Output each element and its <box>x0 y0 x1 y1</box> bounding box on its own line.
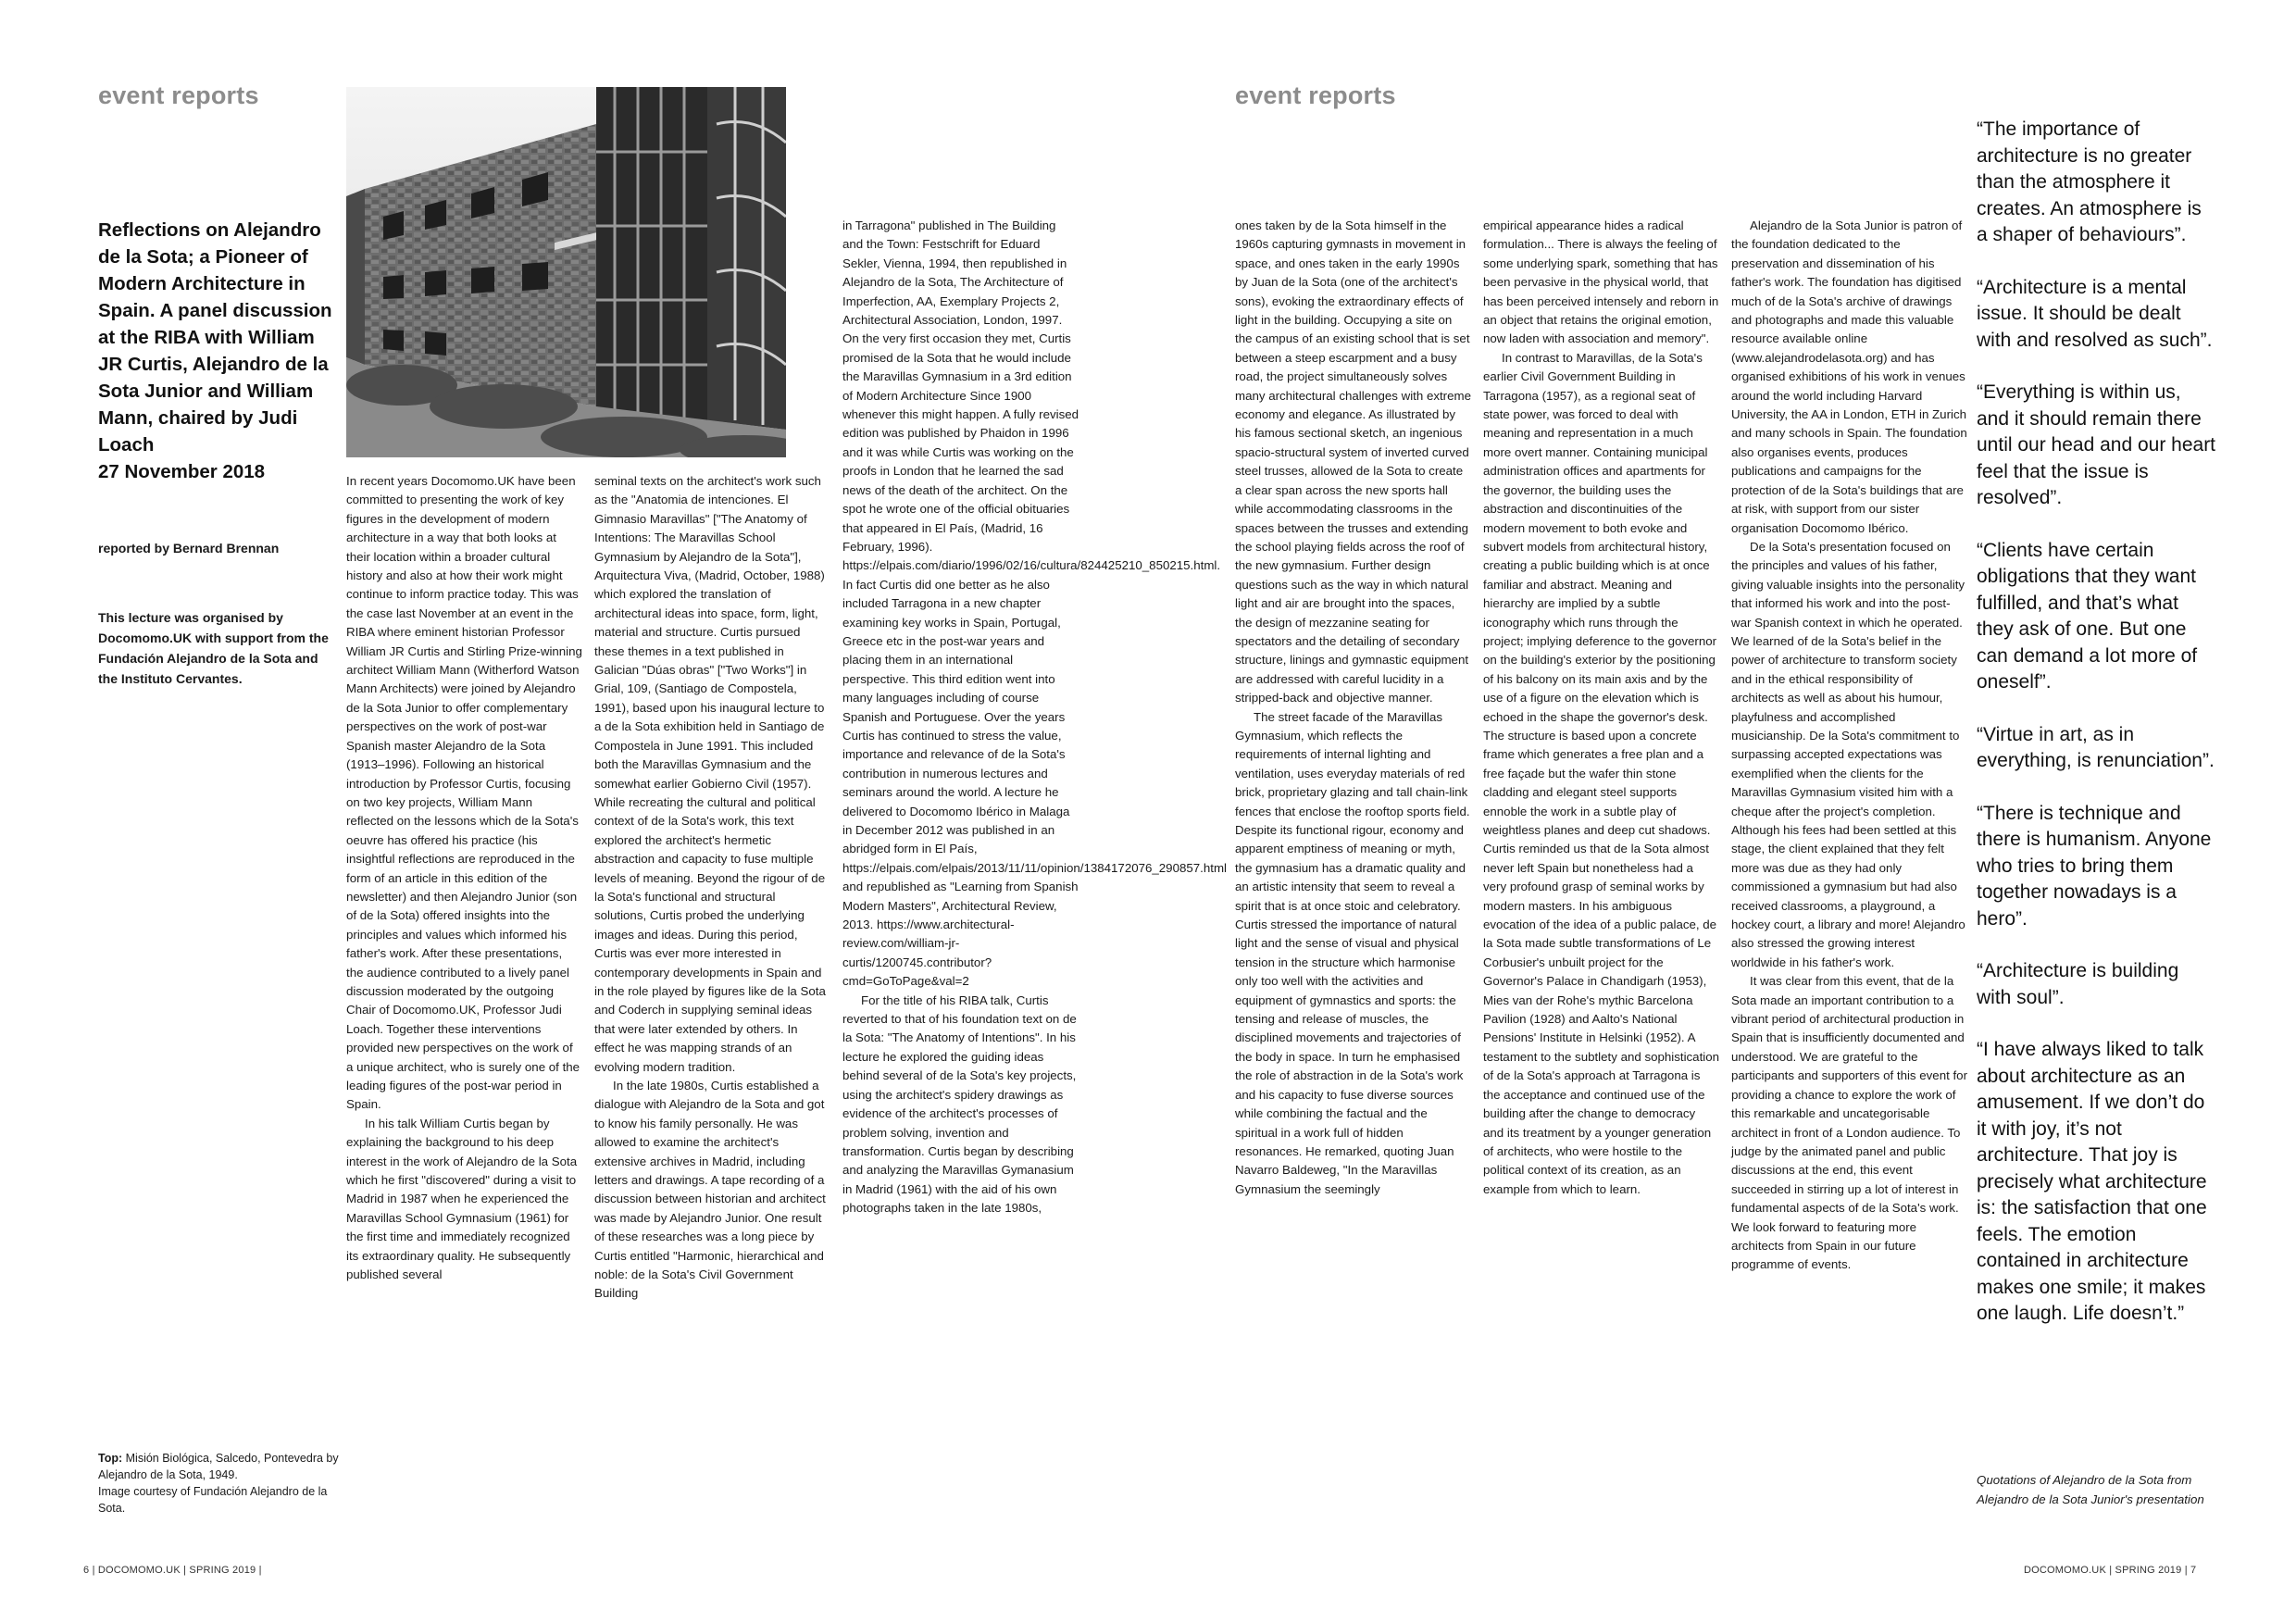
section-label-left: event reports <box>98 81 259 109</box>
caption-text: Misión Biológica, Salcedo, Pontevedra by Alejandro de la Sota, 1949. <box>98 1452 339 1481</box>
byline: reported by Bernard Brennan <box>98 541 280 556</box>
right-column-1 <box>1235 217 1471 1199</box>
quote: “Virtue in art, as in everything, is renunciation”. <box>1977 723 2215 771</box>
building-photo-graphic <box>346 87 786 457</box>
left-column-1 <box>346 472 582 1284</box>
paragraph: The street facade of the Maravillas Gymnasium, which reflects the requirements of internal lighting and ventilation, uses everyday materials of red brick, proprietary glazing and tall chain-link fences that enclose the rooftop sports field. Despite its functional rigour, economy and apparent emptiness of meaning or myth, the gymnasium has a dramatic quality and an artistic intensity that seem to reveal a spirit that is at once stoic and celebratory. Curtis stressed the importance of natural light and the sense of visual and physical tension in the structure which harmonise only too well with the activities and equipment of gymnastics and sports: the tensing and release of muscles, the disciplined movements and trajectories of the body in space. In turn he emphasised the role of abstraction in de la Sota's work and his capacity to fuse diverse sources while combining the factual and the spiritual in a work full of hidden resonances. He remarked, quoting Juan Navarro Baldeweg, "In the Maravillas Gymnasium the seemingly <box>1235 709 1470 1196</box>
paragraph: Alejandro de la Sota Junior is patron of the foundation dedicated to the preservation and dissemination of his father's work. The foundation has digitised much of de la Sota's archive of drawings and photographs and made this valuable resource available online (www.alejandrodelasota.org) and has organised exhibitions of his work in venues around the world including Harvard University, the AA in London, ETH in Zurich and many schools in Spain. The foundation also organises events, produces publications and campaigns for the protection of de la Sota's buildings that are at risk, with support from our sister organisation Docomomo Ibérico. <box>1731 218 1967 535</box>
quote: “The importance of architecture is no greater than the atmosphere it creates. An atmosphere is a shaper of behaviours”. <box>1977 119 2202 245</box>
photo-caption <box>98 1450 341 1517</box>
right-column-2 <box>1483 217 1719 1199</box>
footer-left: 6 | DOCOMOMO.UK | SPRING 2019 | <box>83 1565 262 1576</box>
section-label-right: event reports <box>1235 81 1396 109</box>
organiser-note: This lecture was organised by Docomomo.UK with support from the Fundación Alejandro de la Sota and the Instituto Cervantes. <box>98 610 329 686</box>
paragraph: In recent years Docomomo.UK have been committed to presenting the work of key figures in the development of modern architecture in a way that both looks at their location within a broader cultural history and also at how their work might continue to inform practice today. This was the case last November at an event in the RIBA where eminent historian Professor William JR Curtis and Stirling Prize-winning architect William Mann (Witherford Watson Mann Architects) were joined by Alejandro de la Sota Junior to offer complementary perspectives on the work of post-war Spanish master Alejandro de la Sota (1913–1996). Following an historical introduction by Professor Curtis, focusing on two key projects, William Mann reflected on the lessons which de la Sota's oeuvre has offered his practice (his insightful reflections are reproduced in the form of an article in this edition of the newsletter) and then Alejandro Junior (son of de la Sota) offered insights into the principles and values which informed his father's work. After these presentations, the audience contributed to a lively panel discussion moderated by the outgoing Chair of Docomomo.UK, Professor Judi Loach. Together these interventions provided new perspectives on the work of a unique architect, who is surely one of the leading figures of the post-war period in Spain. <box>346 474 582 1112</box>
quote: “Architecture is a mental issue. It should be dealt with and resolved as such”. <box>1977 276 2213 351</box>
paragraph: In the late 1980s, Curtis established a dialogue with Alejandro de la Sota and got to know his family personally. He was allowed to examine the architect's extensive archives in Madrid, including letters and drawings. A tape recording of a discussion between historian and architect was made by Alejandro Junior. One result of these researches was a long piece by Curtis entitled "Harmonic, hierarchical and noble: de la Sota's Civil Government Building <box>594 1079 826 1301</box>
paragraph: in Tarragona" published in The Building and the Town: Festschrift for Eduard Sekler, Vienna, 1994, then republished in Alejandro de la Sota, The Architecture of Imperfection, AA, Exemplary Projects 2, Architectural Association, London, 1997. On the very first occasion they met, Curtis promised de la Sota that he would include the Maravillas Gymnasium in a 3rd edition of Modern Architecture Since 1900 whenever this might happen. A fully revised edition was published by Phaidon in 1996 and it was while Curtis was working on the proofs in London that he learned the sad news of the death of the architect. On the spot he wrote one of the official obituaries that appeared in El País, (Madrid, 16 February, 1996). https://elpais.com/diario/1996/02/16/cultura/824425210_850215.html. In fact Curtis did one better as he also included Tarragona in a new chapter examining key works in Spain, Portugal, Greece etc in the post-war years and placing them in an international perspective. This third edition went into many languages including of course Spanish and Portuguese. Over the years Curtis has continued to stress the value, importance and relevance of de la Sota's contribution in numerous lectures and seminars around the world. A lecture he delivered to Docomomo Ibérico in Malaga in December 2012 was published in an abridged form in El País, https://elpais.com/elpais/2013/11/11/opinion/1384172076_290857.html and republished as "Learning from Spanish Modern Masters", Architectural Review, 2013. https://www.architectural-review.com/william-jr-curtis/1200745.contributor?cmd=GoToPage&val=2 <box>842 218 1227 989</box>
article-title-text: Reflections on Alejandro de la Sota; a Pioneer of Modern Architecture in Spain. A panel discussion at the RIBA with William JR Curtis, Alejandro de la Sota Junior and William Mann, chaired by Judi Loach <box>98 219 332 456</box>
caption-label: Top: <box>98 1452 123 1465</box>
quote: “There is technique and there is humanism. Anyone who tries to bring them together nowadays is a hero”. <box>1977 802 2212 930</box>
left-column-3 <box>842 217 1227 1218</box>
paragraph: seminal texts on the architect's work such as the "Anatomia de intenciones. El Gimnasio Maravillas" ["The Anatomy of Intentions: The Maravillas School Gymnasium by Alejandro de la Sota"], Arquitectura Viva, (Madrid, October, 1988) which explored the translation of architectural ideas into space, form, light, material and structure. Curtis pursued these themes in a text published in Galician "Dúas obras" ["Two Works"] in Grial, 109, (Santiago de Compostela, 1991), based upon his inaugural lecture to a de la Sota exhibition held in Santiago de Compostela in June 1991. This included both the Maravillas Gymnasium and the somewhat earlier Gobierno Civil (1957). While recreating the cultural and political context of de la Sota's work, this text explored the architect's hermetic abstraction and capacity to fuse multiple levels of meaning. Beyond the rigour of de la Sota's functional and structural solutions, Curtis probed the underlying images and ideas. During this period, Curtis was ever more interested in contemporary developments in Spain and in the role played by figures like de la Sota and Coderch in supplying seminal ideas that were later extended by others. In effect he was mapping strands of an evolving modern tradition. <box>594 474 826 1074</box>
paragraph: ones taken by de la Sota himself in the 1960s capturing gymnasts in movement in space, and ones taken in the early 1990s by Juan de la Sota (one of the architect's sons), evoking the extraordinary effects of light in the building. Occupying a site on the campus of an existing school that is set between a steep escarpment and a busy road, the project simultaneously solves many architectural challenges with extreme economy and elegance. As illustrated by his famous sectional sketch, an ingenious spacio-structural system of inverted curved steel trusses, allowed de la Sota to create a clear span across the new sports hall while accommodating classrooms in the spaces between the trusses and extending the school playing fields across the roof of the new gymnasium. Further design questions such as the way in which natural light and air are brought into the spaces, the design of mezzanine seating for spectators and the detailing of secondary structure, linings and gymnastic equipment are addressed with careful lucidity in a stripped-back and objective manner. <box>1235 218 1471 705</box>
footer-right: DOCOMOMO.UK | SPRING 2019 | 7 <box>2024 1565 2197 1576</box>
article-date: 27 November 2018 <box>98 461 266 482</box>
quote: “Everything is within us, and it should remain there until our head and our heart feel that the issue is resolved”. <box>1977 381 2216 508</box>
quote: “Clients have certain obligations that they want fulfilled, and that’s what they ask of one. But one can demand a lot more of oneself”. <box>1977 539 2198 693</box>
paragraph: In contrast to Maravillas, de la Sota's earlier Civil Government Building in Tarragona (1957), as a regional seat of state power, was forced to deal with meaning and representation in a much more overt manner. Containing municipal administration offices and apartments for the governor, the building uses the abstraction and discontinuities of the modern movement to both evoke and subvert models from architectural history, creating a public building which is at once familiar and abstract. Meaning and hierarchy are implied by a subtle iconography which runs through the project; implying deference to the governor on the building's exterior by the positioning of his balcony on its main axis and by the use of a figure on the elevation which is echoed in the shape the governor's desk. The structure is based upon a concrete frame which generates a free plan and a free façade but the wafer thin stone cladding and elegant steel supports ennoble the work in a subtle play of weightless planes and deep cut shadows. Curtis reminded us that de la Sota almost never left Spain but nonetheless had a very profound grasp of seminal works by modern masters. In his ambiguous evocation of the idea of a public palace, de la Sota made subtle transformations of Le Corbusier's unbuilt project for the Governor's Palace in Chandigarh (1953), Mies van der Rohe's mythic Barcelona Pavilion (1928) and Aalto's National Pensions' Institute in Helsinki (1952). A testament to the subtlety and sophistication of de la Sota's approach at Tarragona is the acceptance and continued use of the building after the change to democracy and its treatment by a younger generation of architects, who were hostile to the political context of its creation, as an example from which to learn. <box>1483 350 1720 1196</box>
paragraph: It was clear from this event, that de la Sota made an important contribution to a vibrant period of architectural production in Spain that is insufficiently documented and understood. We are grateful to the participants and supporters of this event for providing a chance to explore the work of this remarkable and uncategorisable architect in front of a London audience. To judge by the animated panel and public discussions at the end, this event succeeded in stirring up a lot of interest in fundamental aspects of de la Sota's work. We look forward to featuring more architects from Spain in our future programme of events. <box>1731 974 1967 1272</box>
quotes-attribution: Quotations of Alejandro de la Sota from Alejandro de la Sota Junior's presentation <box>1977 1473 2204 1506</box>
paragraph: empirical appearance hides a radical formulation... There is always the feeling of some underlying spark, something that has been pervasive in the physical world, that has been perceived intensely and reborn in an object that retains the original emotion, now laden with association and memory". <box>1483 218 1719 346</box>
paragraph: De la Sota's presentation focused on the principles and values of his father, giving valuable insights into the personality that informed his work and into the post-war Spanish context in which he operated. We learned of de la Sota's belief in the power of architecture to transform society and in the ethical responsibility of architects as well as about his humour, playfulness and accomplished musicianship. De la Sota's commitment to surpassing accepted expectations was exemplified when the clients for the Maravillas Gymnasium visited him with a cheque after the project's completion. Although his fees had been settled at this stage, the client explained that they felt more was due as they had only commissioned a gymnasium but had also received classrooms, a playground, a hockey court, a library and more! Alejandro also stressed the growing interest worldwide in his father's work. <box>1731 539 1965 969</box>
quote: “Architecture is building with soul”. <box>1977 960 2179 1008</box>
left-column-2 <box>594 472 830 1304</box>
quotes-column <box>1977 117 2217 1354</box>
paragraph: For the title of his RIBA talk, Curtis reverted to that of his foundation text on de la Sota: "The Anatomy of Intentions". In his lecture he explored the guiding ideas behind several of de la Sota's key projects, using the architect's spidery drawings as evidence of the architect's processes of problem solving, invention and transformation. Curtis began by describing and analyzing the Maravillas Gymanasium in Madrid (1961) with the aid of his own photographs taken in the late 1980s, <box>842 993 1077 1216</box>
building-photo <box>346 87 786 457</box>
caption-credit: Image courtesy of Fundación Alejandro de la Sota. <box>98 1485 328 1515</box>
right-column-3 <box>1731 217 1967 1275</box>
paragraph: In his talk William Curtis began by explaining the background to his deep interest in the work of Alejandro de la Sota which he first "discovered" during a visit to Madrid in 1987 when he experienced the Maravillas School Gymnasium (1961) for the first time and immediately recognized its extraordinary quality. He subsequently published several <box>346 1116 578 1282</box>
quote: “I have always liked to talk about architecture as an amusement. If we don’t do it with joy, it’s not architecture. That joy is precisely what architecture is: the satisfaction that one feels. The emotion contained in architecture makes one smile; it makes one laugh. Life doesn’t.” <box>1977 1039 2207 1324</box>
article-title <box>98 217 337 485</box>
